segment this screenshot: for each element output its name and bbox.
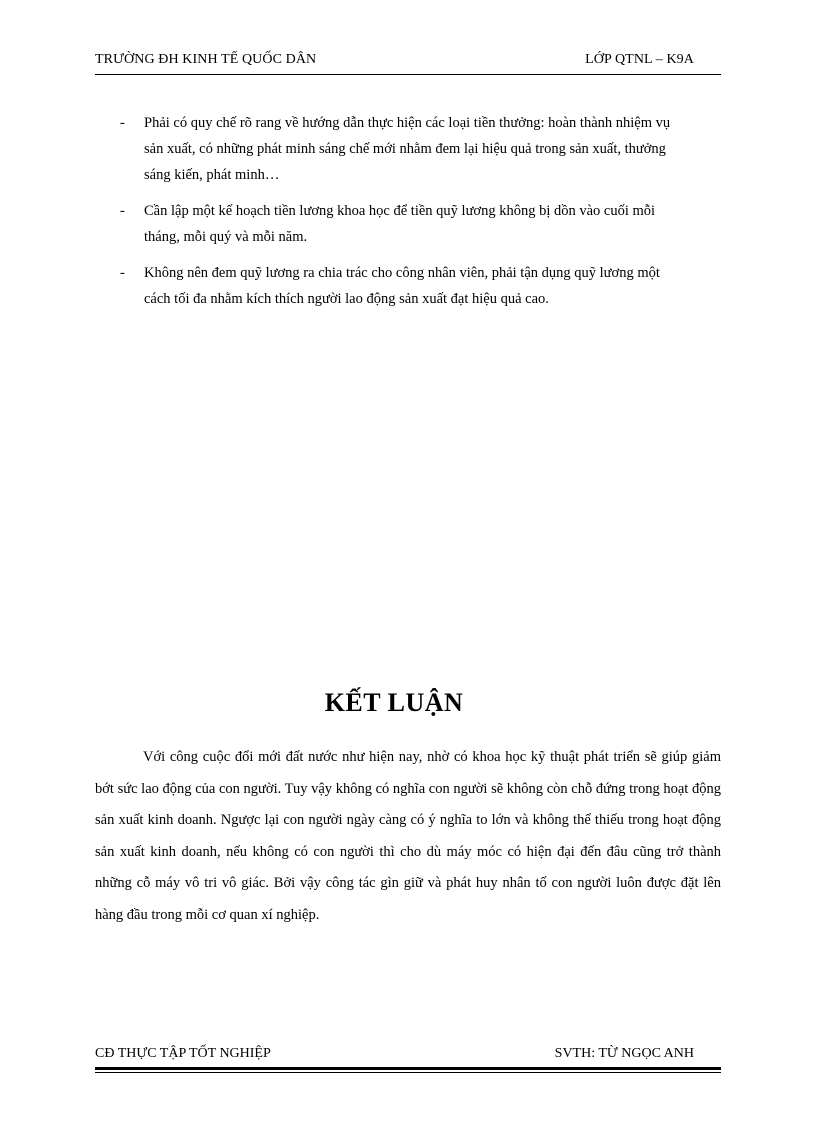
- bullet-dash: -: [120, 203, 125, 219]
- footer-student-name: SVTH: TỪ NGỌC ANH: [554, 1046, 694, 1061]
- list-item: [120, 198, 690, 250]
- header-school-name: TRƯỜNG ĐH KINH TẾ QUỐC DÂN: [95, 52, 317, 67]
- bullet-dash: -: [120, 115, 125, 131]
- header-divider: [95, 74, 721, 75]
- list-item: [120, 110, 690, 188]
- list-item-text: Cần lập một kế hoạch tiền lương khoa học để tiền quỹ lương không bị dồn vào cuối mỗi tháng, mỗi quý và mỗi năm.: [144, 203, 656, 245]
- bullet-dash: -: [120, 265, 125, 281]
- list-item: [120, 260, 690, 312]
- conclusion-heading: KẾT LUẬN: [324, 688, 464, 717]
- footer-document-type: CĐ THỰC TẬP TỐT NGHIỆP: [95, 1046, 271, 1061]
- footer-divider-thin: [95, 1072, 721, 1073]
- header-class-name: LỚP QTNL – K9A: [585, 52, 694, 67]
- list-item-text: Không nên đem quỹ lương ra chia trác cho công nhân viên, phải tận dụng quỹ lương một cách tối đa nhằm kích thích người lao động sản xuất đạt hiệu quả cao.: [144, 265, 660, 307]
- recommendation-list: [120, 110, 690, 322]
- page-header: [95, 52, 721, 74]
- page-footer: [95, 1046, 721, 1066]
- conclusion-paragraph: Với công cuộc đổi mới đất nước như hiện nay, nhờ có khoa học kỹ thuật phát triển sẽ giúp giảm bớt sức lao động của con người. Tuy vậy không có nghĩa con người sẽ không còn chỗ đứng trong hoạt động sản xuất kinh doanh. Ngược lại con người ngày càng có ý nghĩa to lớn và không thể thiếu trong hoạt động sản xuất kinh doanh, nếu không có con người thì cho dù máy móc có hiện đại đến đâu cũng trở thành những cỗ máy vô tri vô giác. Bởi vậy công tác gìn giữ và phát huy nhân tố con người luôn được đặt lên hàng đầu trong mỗi cơ quan xí nghiệp.: [95, 749, 721, 923]
- footer-divider-thick: [95, 1067, 721, 1070]
- list-item-text: Phải có quy chế rõ rang về hướng dẫn thực hiện các loại tiền thưởng: hoàn thành nhiệm vụ sản xuất, có những phát minh sáng chế mới nhằm đem lại hiệu quả trong sản xuất, thưởng sáng kiến, phát minh…: [144, 115, 671, 183]
